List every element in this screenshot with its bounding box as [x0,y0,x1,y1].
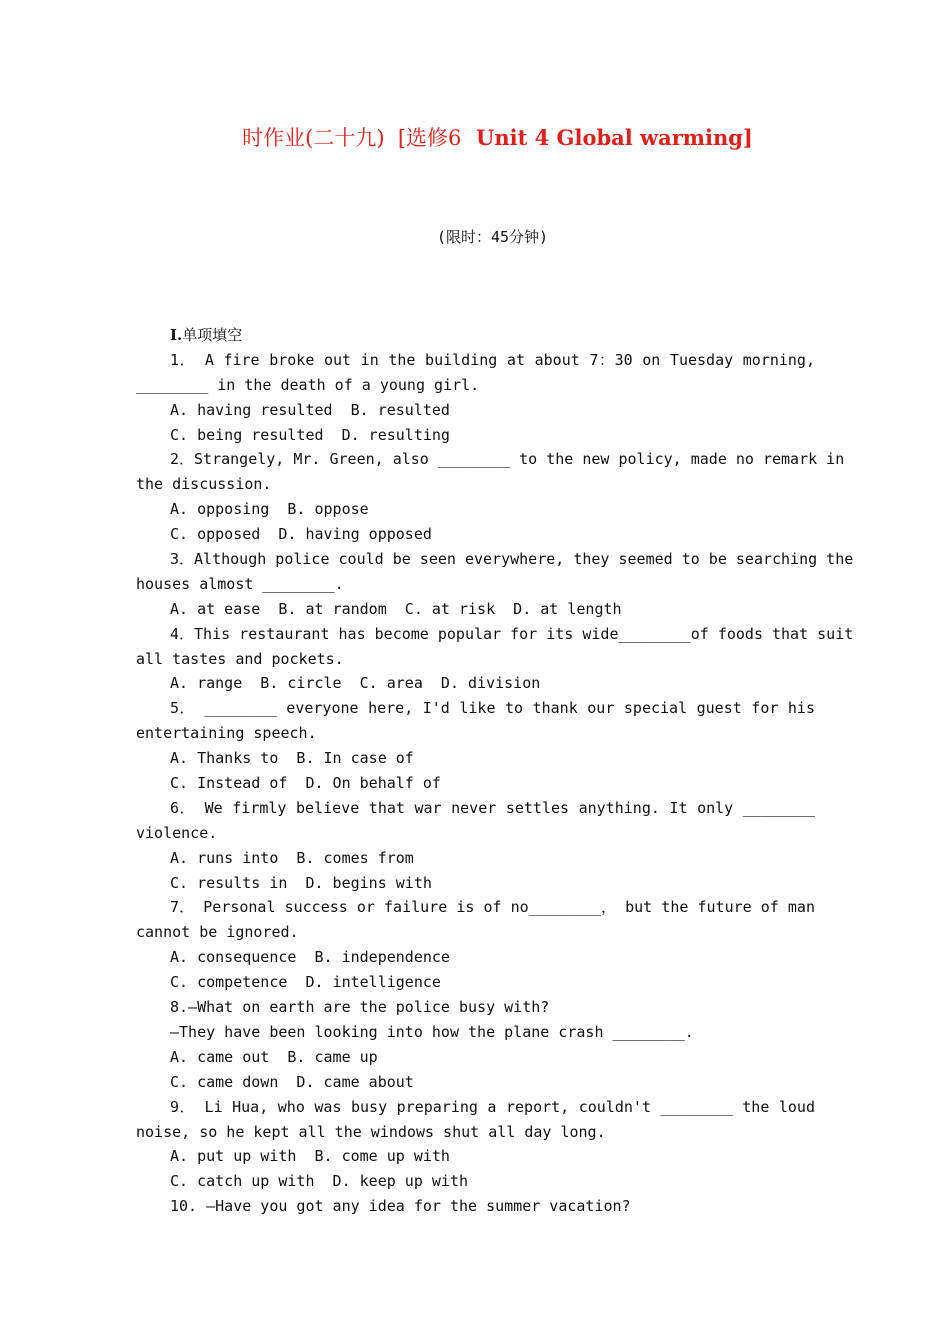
option-line: C. results in D. begins with [170,873,432,892]
exercise-content [136,323,854,1219]
section-heading [136,323,815,348]
option-line: C. opposed D. having opposed [170,525,432,544]
option-line: A. having resulted B. resulted [170,400,450,419]
question-line: 10. —Have you got any idea for the summer vacation? [170,1197,631,1216]
question-line: noise, so he kept all the windows shut all day long. [136,1122,606,1141]
question-line: entertaining speech. [136,724,317,743]
title-english: Unit 4 Global warming] [461,125,753,150]
option-line: C. competence D. intelligence [170,973,441,992]
question-line: houses almost ________. [136,574,344,593]
option-line: A. opposing B. oppose [170,500,369,519]
question-line: —They have been looking into how the plane crash ________. [170,1022,694,1041]
option-line: C. came down D. came about [170,1072,414,1091]
option-line: C. catch up with D. keep up with [170,1172,469,1191]
question-line: 3．Although police could be seen everywhere, they seemed to be searching the [170,550,854,569]
section-label: 单项填空 [182,326,243,344]
question-line: ________ in the death of a young girl. [136,375,480,394]
option-line: A. range B. circle C. area D. division [170,674,541,693]
option-line: A. consequence B. independence [170,948,450,967]
question-line: cannot be ignored. [136,923,299,942]
question-line: all tastes and pockets. [136,649,344,668]
option-line: A. put up with B. come up with [170,1147,450,1166]
option-line: A. came out B. came up [170,1047,378,1066]
question-line: 8.—What on earth are the police busy with? [170,998,550,1017]
section-numeral: Ⅰ. [170,326,183,344]
option-line: A. at ease B. at random C. at risk D. at length [170,599,622,618]
question-line: 4．This restaurant has become popular for its wide________of foods that suit [170,624,854,643]
question-line: the discussion. [136,475,272,494]
page-title [0,122,950,152]
option-line: C. Instead of D. On behalf of [170,774,441,793]
option-line: A. runs into B. comes from [170,848,414,867]
title-chinese: 时作业(二十九) [选修6 [242,126,462,150]
question-line: 6． We firmly believe that war never settles anything. It only ________ [170,798,815,817]
option-line: A. Thanks to B. In case of [170,749,414,768]
option-line: C. being resulted D. resulting [170,425,450,444]
question-line: 5． ________ everyone here, I'd like to thank our special guest for his [170,699,815,718]
question-line: 7． Personal success or failure is of no________， but the future of man [170,898,815,917]
question-line: 9． Li Hua, who was busy preparing a report, couldn't ________ the loud [170,1097,815,1116]
question-line: 2．Strangely, Mr. Green, also ________ to the new policy, made no remark in [170,450,845,469]
question-line: 1． A fire broke out in the building at about 7：30 on Tuesday morning, [170,350,815,369]
time-limit: (限时：45分钟) [436,228,549,246]
question-line: violence. [136,823,218,842]
